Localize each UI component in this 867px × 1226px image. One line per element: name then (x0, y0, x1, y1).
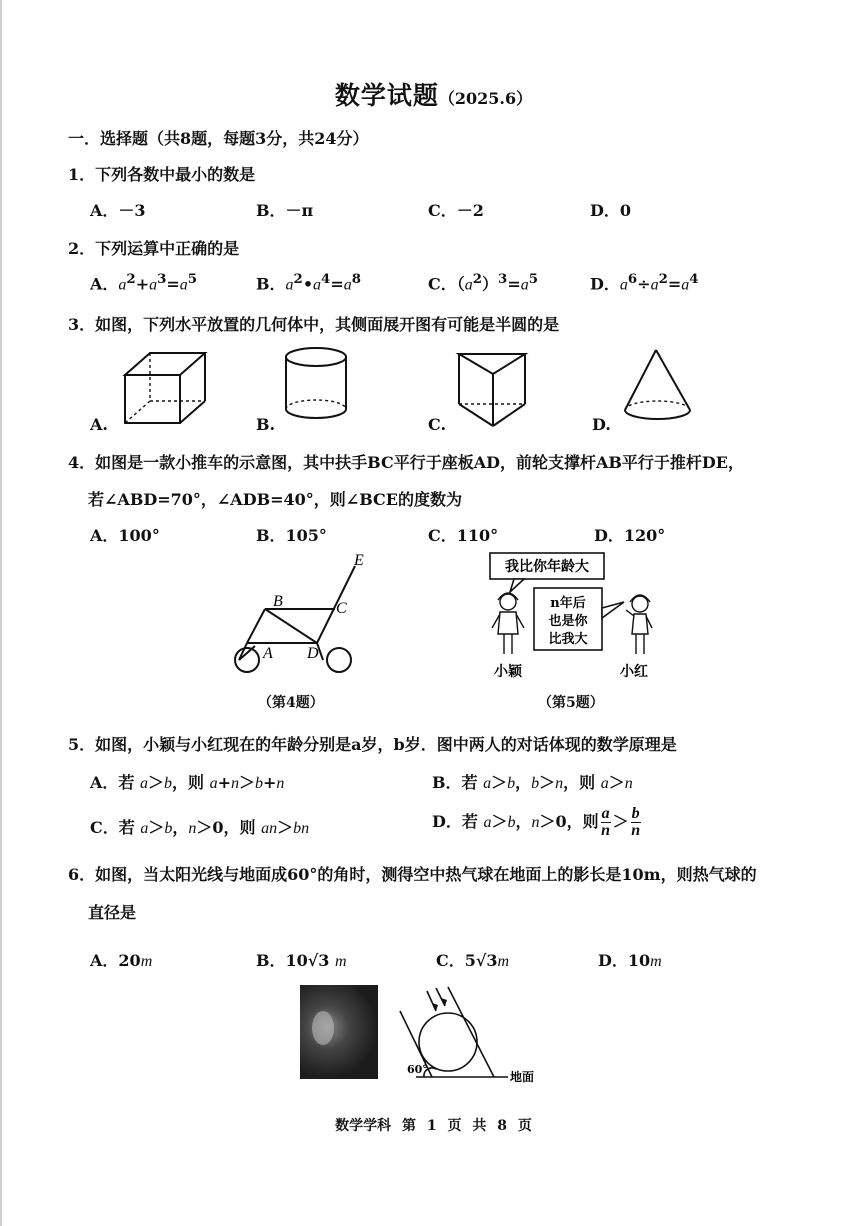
title-text: 数学试题 (334, 81, 439, 110)
q1-option-b[interactable]: B．－π (256, 201, 314, 220)
balloon-shadow-diagram (396, 985, 546, 1085)
stroller-figure (225, 550, 380, 685)
name-left: 小颖 (494, 664, 522, 680)
page-title (0, 76, 867, 112)
bubble-left-text: 我比你年龄大 (505, 559, 589, 575)
q4-option-d[interactable]: D．120° (594, 526, 666, 545)
q3-option-a[interactable]: A. (90, 415, 108, 434)
bubble-right-line1: n年后 (550, 596, 586, 611)
q3-stem: 3．如图，下列水平放置的几何体中，其侧面展开图有可能是半圆的是 (68, 315, 560, 334)
cylinder-figure (284, 345, 354, 425)
cube-figure (120, 345, 210, 425)
title-date: （2025.6） (438, 89, 533, 108)
q4-option-a[interactable]: A．100° (90, 526, 160, 545)
q2-option-d[interactable]: D．$a^6\div a^2=a^4$ (590, 271, 699, 294)
page-footer: 数学学科 第 1 页 共 8 页 (335, 1118, 532, 1134)
point-c-label: C (336, 600, 347, 617)
triangular-prism-figure (455, 348, 535, 430)
fraction-a-over-n: $\frac{a}{n}$ (601, 805, 611, 839)
q3-option-c[interactable]: C. (428, 415, 447, 434)
q4-option-c[interactable]: C．110° (428, 526, 499, 545)
q5-option-c[interactable]: C．若 a＞b，n＞0，则 an＞bn (90, 818, 310, 837)
point-e-label: E (354, 552, 364, 569)
q5-dialog-figure (484, 550, 664, 685)
q2-option-b[interactable]: B．$a^2•a^4=a^8$ (256, 271, 362, 294)
bubble-right-line2: 也是你 (548, 614, 588, 629)
section-heading: 一．选择题（共8题，每题3分，共24分） (68, 129, 369, 148)
q1-stem: 1．下列各数中最小的数是 (68, 165, 256, 184)
q5-caption: （第5题） (538, 695, 604, 711)
q5-option-a[interactable]: A．若 a＞b，则 a+n＞b+n (90, 773, 285, 792)
point-b-label: B (273, 593, 283, 610)
q6-stem-line2: 直径是 (88, 903, 137, 922)
q5-stem: 5．如图，小颖与小红现在的年龄分别是a岁，b岁．图中两人的对话体现的数学原理是 (68, 735, 677, 754)
q4-option-b[interactable]: B．105° (256, 526, 327, 545)
cone-figure (622, 348, 698, 426)
q1-option-d[interactable]: D．0 (590, 201, 632, 220)
q1-option-c[interactable]: C．－2 (428, 201, 484, 220)
balloon-photo (300, 985, 378, 1079)
q6-option-b[interactable]: B．10√3 m (256, 951, 347, 970)
q3-option-b[interactable]: B. (256, 415, 276, 434)
q5-option-d[interactable]: D．若 a＞b，n＞0，则 $\frac{a}{n}$ ＞ $\frac{b}{n}$ (432, 805, 641, 839)
q2-option-a[interactable]: A．$a^2+a^3=a^5$ (90, 271, 198, 294)
angle-label: 60° (407, 1063, 428, 1076)
fraction-b-over-n: $\frac{b}{n}$ (631, 805, 641, 839)
q6-stem-line1: 6．如图，当太阳光线与地面成60°的角时，测得空中热气球在地面上的影长是10m，则热气球的 (68, 865, 757, 884)
bubble-right-line3: 比我大 (548, 632, 588, 647)
q4-stem-line2: 若∠ABD=70°，∠ADB=40°，则∠BCE的度数为 (88, 490, 462, 509)
q4-stem-line1: 4．如图是一款小推车的示意图，其中扶手BC平行于座板AD，前轮支撑杆AB平行于推杆DE， (68, 453, 744, 472)
q2-option-c[interactable]: C．$(a^2)^3=a^5$ (428, 271, 539, 294)
q2-stem: 2．下列运算中正确的是 (68, 239, 240, 258)
name-right: 小红 (620, 664, 648, 680)
ground-label: 地面 (510, 1070, 535, 1084)
q1-option-a[interactable]: A．－3 (90, 201, 146, 220)
q5-option-b[interactable]: B．若 a＞b，b＞n，则 a＞n (432, 773, 633, 792)
point-a-label: A (263, 645, 273, 662)
q6-option-c[interactable]: C．5√3m (436, 951, 510, 970)
q6-option-a[interactable]: A．20m (90, 951, 153, 970)
point-d-label: D (307, 645, 319, 662)
q4-caption: （第4题） (258, 695, 324, 711)
q3-option-d[interactable]: D. (592, 415, 611, 434)
girl-left-drawing (492, 593, 524, 654)
scan-edge (0, 0, 2, 1226)
q6-option-d[interactable]: D．10m (598, 951, 662, 970)
girl-right-drawing (626, 595, 652, 654)
